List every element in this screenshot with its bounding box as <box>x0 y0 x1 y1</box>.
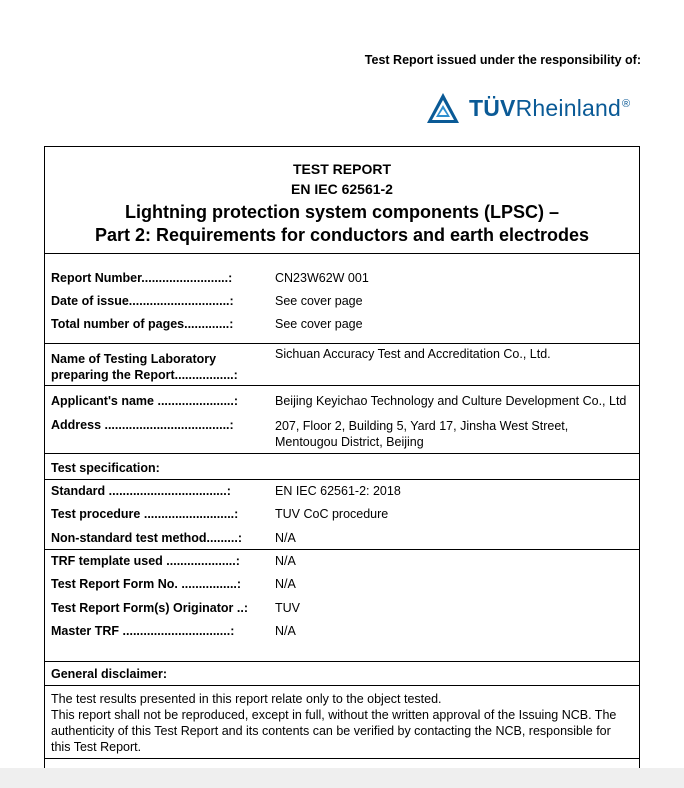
logo-wordmark: TÜVRheinland® <box>469 94 631 121</box>
report-number-label: Report Number.........................: <box>51 271 233 285</box>
disclaimer-text: The test results presented in this report relate only to the object tested. This report shall not be reproduced, except in full, without the written approval of the Issuing NCB. The authenticity of this Test Report and its contents can be verified by contacting the NCB, responsible for this Test Report. <box>51 692 617 754</box>
total-pages-value: See cover page <box>275 317 363 331</box>
master-trf-value: N/A <box>275 624 296 638</box>
standard-label: Standard ..................................: <box>51 484 231 498</box>
standard-value: EN IEC 62561-2: 2018 <box>275 484 401 498</box>
master-trf-label: Master TRF ...............................: <box>51 624 235 638</box>
general-disclaimer-heading: General disclaimer: <box>51 667 168 681</box>
report-type-heading: TEST REPORT <box>292 161 391 177</box>
applicant-name-label: Applicant's name ......................: <box>51 394 239 408</box>
applicant-name-value: Beijing Keyichao Technology and Culture Development Co., Ltd <box>275 394 627 408</box>
divider <box>45 685 639 686</box>
title-line-2: Part 2: Requirements for conductors and earth electrodes <box>94 225 590 245</box>
divider <box>45 479 639 480</box>
trf-originator-label: Test Report Form(s) Originator ..: <box>51 601 248 615</box>
divider <box>45 253 639 254</box>
trf-number-label: Test Report Form No. ................: <box>51 577 242 591</box>
standard-heading: EN IEC 62561-2 <box>291 181 393 197</box>
divider <box>45 385 639 386</box>
divider <box>45 661 639 662</box>
divider <box>45 758 639 759</box>
test-procedure-label: Test procedure ..........................: <box>51 507 239 521</box>
date-of-issue-value: See cover page <box>275 294 363 308</box>
report-form-table <box>44 146 640 768</box>
total-pages-label: Total number of pages.............: <box>51 317 234 331</box>
issued-under-responsibility: Test Report issued under the responsibility of: <box>364 53 641 67</box>
non-standard-method-value: N/A <box>275 531 296 545</box>
report-number-value: CN23W62W 001 <box>275 271 369 285</box>
address-value: 207, Floor 2, Building 5, Yard 17, Jinsha West Street, Mentougou District, Beijing <box>275 419 569 449</box>
date-of-issue-label: Date of issue.............................: <box>51 294 234 308</box>
non-standard-method-label: Non-standard test method.........: <box>51 531 242 545</box>
test-specification-label: Test specification: <box>51 461 160 475</box>
address-label: Address ....................................: <box>51 418 234 432</box>
divider <box>45 453 639 454</box>
divider <box>45 549 639 550</box>
title-line-1: Lightning protection system components (LPSC) – <box>124 202 560 222</box>
testing-lab-value: Sichuan Accuracy Test and Accreditation Co., Ltd. <box>275 347 551 361</box>
tuv-triangle-icon <box>425 91 461 125</box>
trf-originator-value: TUV <box>275 601 300 615</box>
test-procedure-value: TUV CoC procedure <box>275 507 389 521</box>
trf-template-label: TRF template used ....................: <box>51 554 240 568</box>
testing-lab-label: Name of Testing Laboratory preparing the Report.................: <box>51 352 238 382</box>
divider <box>45 343 639 344</box>
page-gap <box>0 768 684 788</box>
trf-template-value: N/A <box>275 554 296 568</box>
tuv-rheinland-logo <box>425 88 630 128</box>
trf-number-value: N/A <box>275 577 296 591</box>
